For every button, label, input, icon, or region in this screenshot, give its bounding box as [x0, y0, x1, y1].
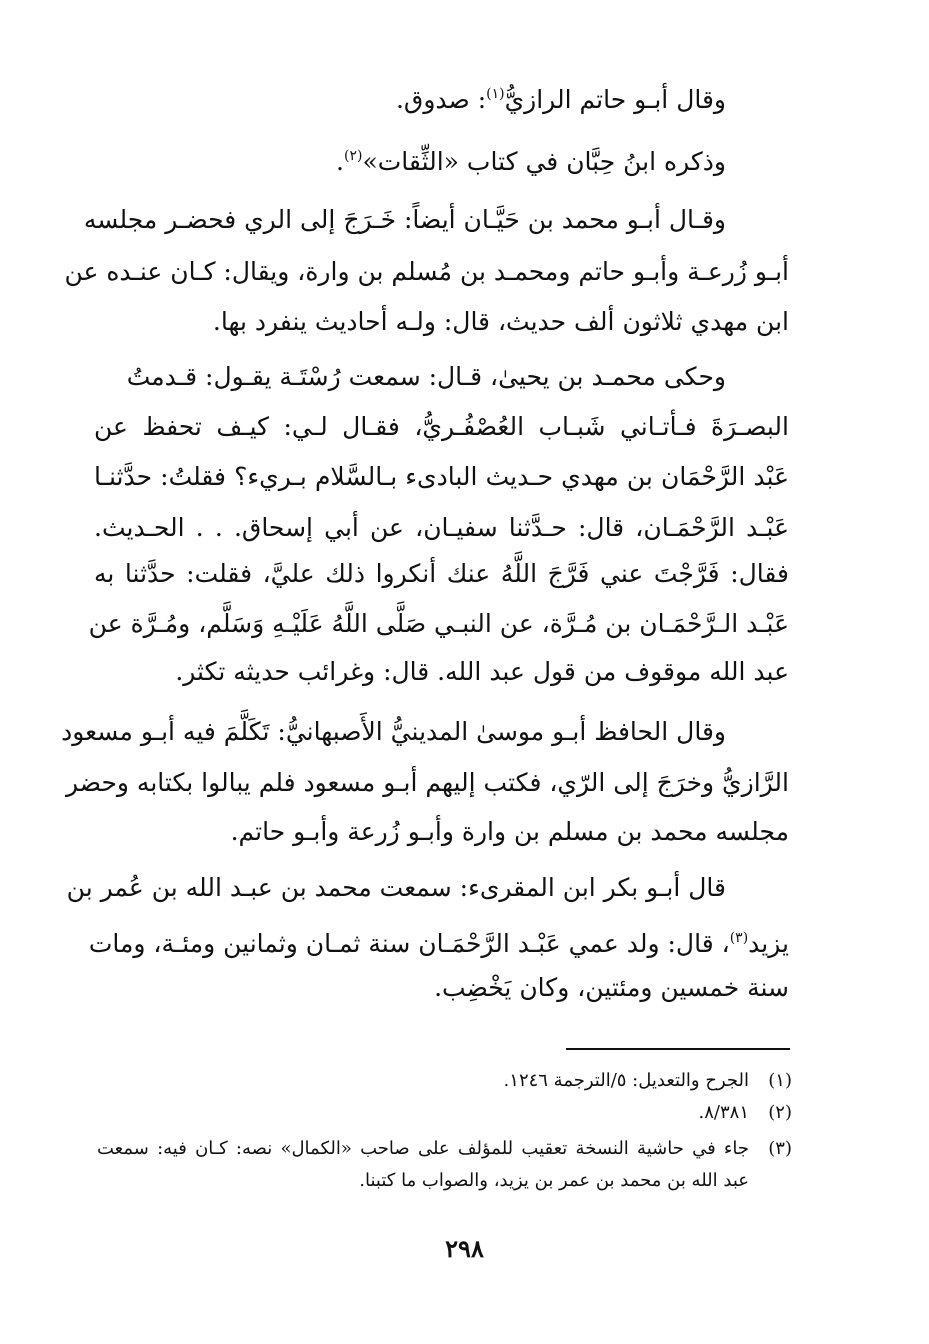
text-line: وحكى محمـد بن يحيىٰ، قـال: سمعت رُسْتَـة يقـول: قـدمتُ [126, 362, 726, 391]
footnote-ref: (٣) [729, 930, 749, 946]
text-line: ابن مهدي ثلاثون ألف حديث، قال: ولـه أحاديث ينفرد بها. [212, 307, 789, 336]
footnote-ref: (٢) [344, 148, 363, 164]
text-line: عَبْـد الـرَّحْمَـان بن مُـرَّة، عن النبـي صَلَّى اللَّهُ عَلَيْـهِ وَسَلَّم، ومُـرَّة عن [88, 609, 789, 638]
text-line: البصـرَةَ فـأتـاني شَبـاب العُصْفُـريُّ، فقـال لـي: كيـف تحفظ عن [94, 412, 789, 441]
text-line: فقال: فَرَّجْتَ عني فَرَّجَ اللَّهُ عنك أنكروا ذلك عليَّ، فقلت: حدَّثنا به [94, 559, 789, 588]
text-line: قال أبـو بكر ابن المقرىء: سمعت محمد بن عبـد الله بن عُمر بن [66, 873, 726, 902]
text-line: وقال الحافظ أبـو موسىٰ المدينيُّ الأَصبهانيُّ: تَكَلَّمَ فيه أبـو مسعود [61, 717, 726, 746]
footnote-text: جاء في حاشية النسخة تعقيب للمؤلف على صاحب «الكمال» نصه: كـان فيه: سمعت [97, 1138, 749, 1159]
text-line: عَبْد الرَّحْمَان بن مهدي حـديث البادىء بـالسَّلام بـريء؟ فقلتُ: حدَّثنـا [94, 462, 789, 491]
text-line: وقـال أبـو محمد بن حَيَّـان أيضاً: خَـرَجَ إلى الري فحضـر مجلسه [83, 205, 726, 234]
text-line: أبـو زُرعـة وأبـو حاتم ومحمـد بن مُسلم بن وارة، ويقال: كـان عنـده عن [64, 257, 789, 286]
text-line: وقال أبـو حاتم الرازيُّ$^{(١)}$: صدوق. [395, 85, 726, 114]
footnote-ref: (١) [486, 86, 505, 102]
text-line: سنة خمسين ومئتين، وكان يَخْضِب. [434, 973, 789, 1002]
text-line: مجلسه محمد بن مسلم بن وارة وأبـو زُرعة وأبـو حاتم. [230, 817, 789, 846]
footnote-number: (١) [768, 1070, 792, 1091]
text-line: وذكره ابنُ حِبَّان في كتاب «الثِّقات»$^{(٢)}$. [336, 147, 726, 176]
footnote-number: (٣) [768, 1138, 792, 1159]
footnote-separator [566, 1048, 790, 1050]
footnote-text: عبد الله بن محمد بن عمر بن يزيد، والصواب ما كتبنا. [359, 1170, 749, 1191]
footnote-number: (٢) [768, 1102, 792, 1123]
footnote-text: ٨/٣٨١. [698, 1102, 749, 1123]
footnote-text: الجرح والتعديل: ٥/الترجمة ١٢٤٦. [503, 1070, 749, 1091]
text-line: عبد الله موقوف من قول عبد الله. قال: وغرائب حديثه تكثر. [175, 657, 789, 686]
text-line: يزيد$^{(٣)}$، قال: ولد عمي عَبْـد الرَّحْمَـان سنة ثمـان وثمانين ومئـة، ومات [88, 929, 789, 958]
page-number: ٢٩٨ [445, 1234, 484, 1263]
text-line: عَبْـد الرَّحْمَـان، قال: حـدَّثنا سفيـان، عن أبي إسحاق. . . الحـديث. [94, 513, 789, 542]
text-line: الرَّازيُّ وخرَجَ إلى الرّي، فكتب إليهم أبـو مسعود فلم يبالوا بكتابه وحضر [65, 768, 789, 797]
